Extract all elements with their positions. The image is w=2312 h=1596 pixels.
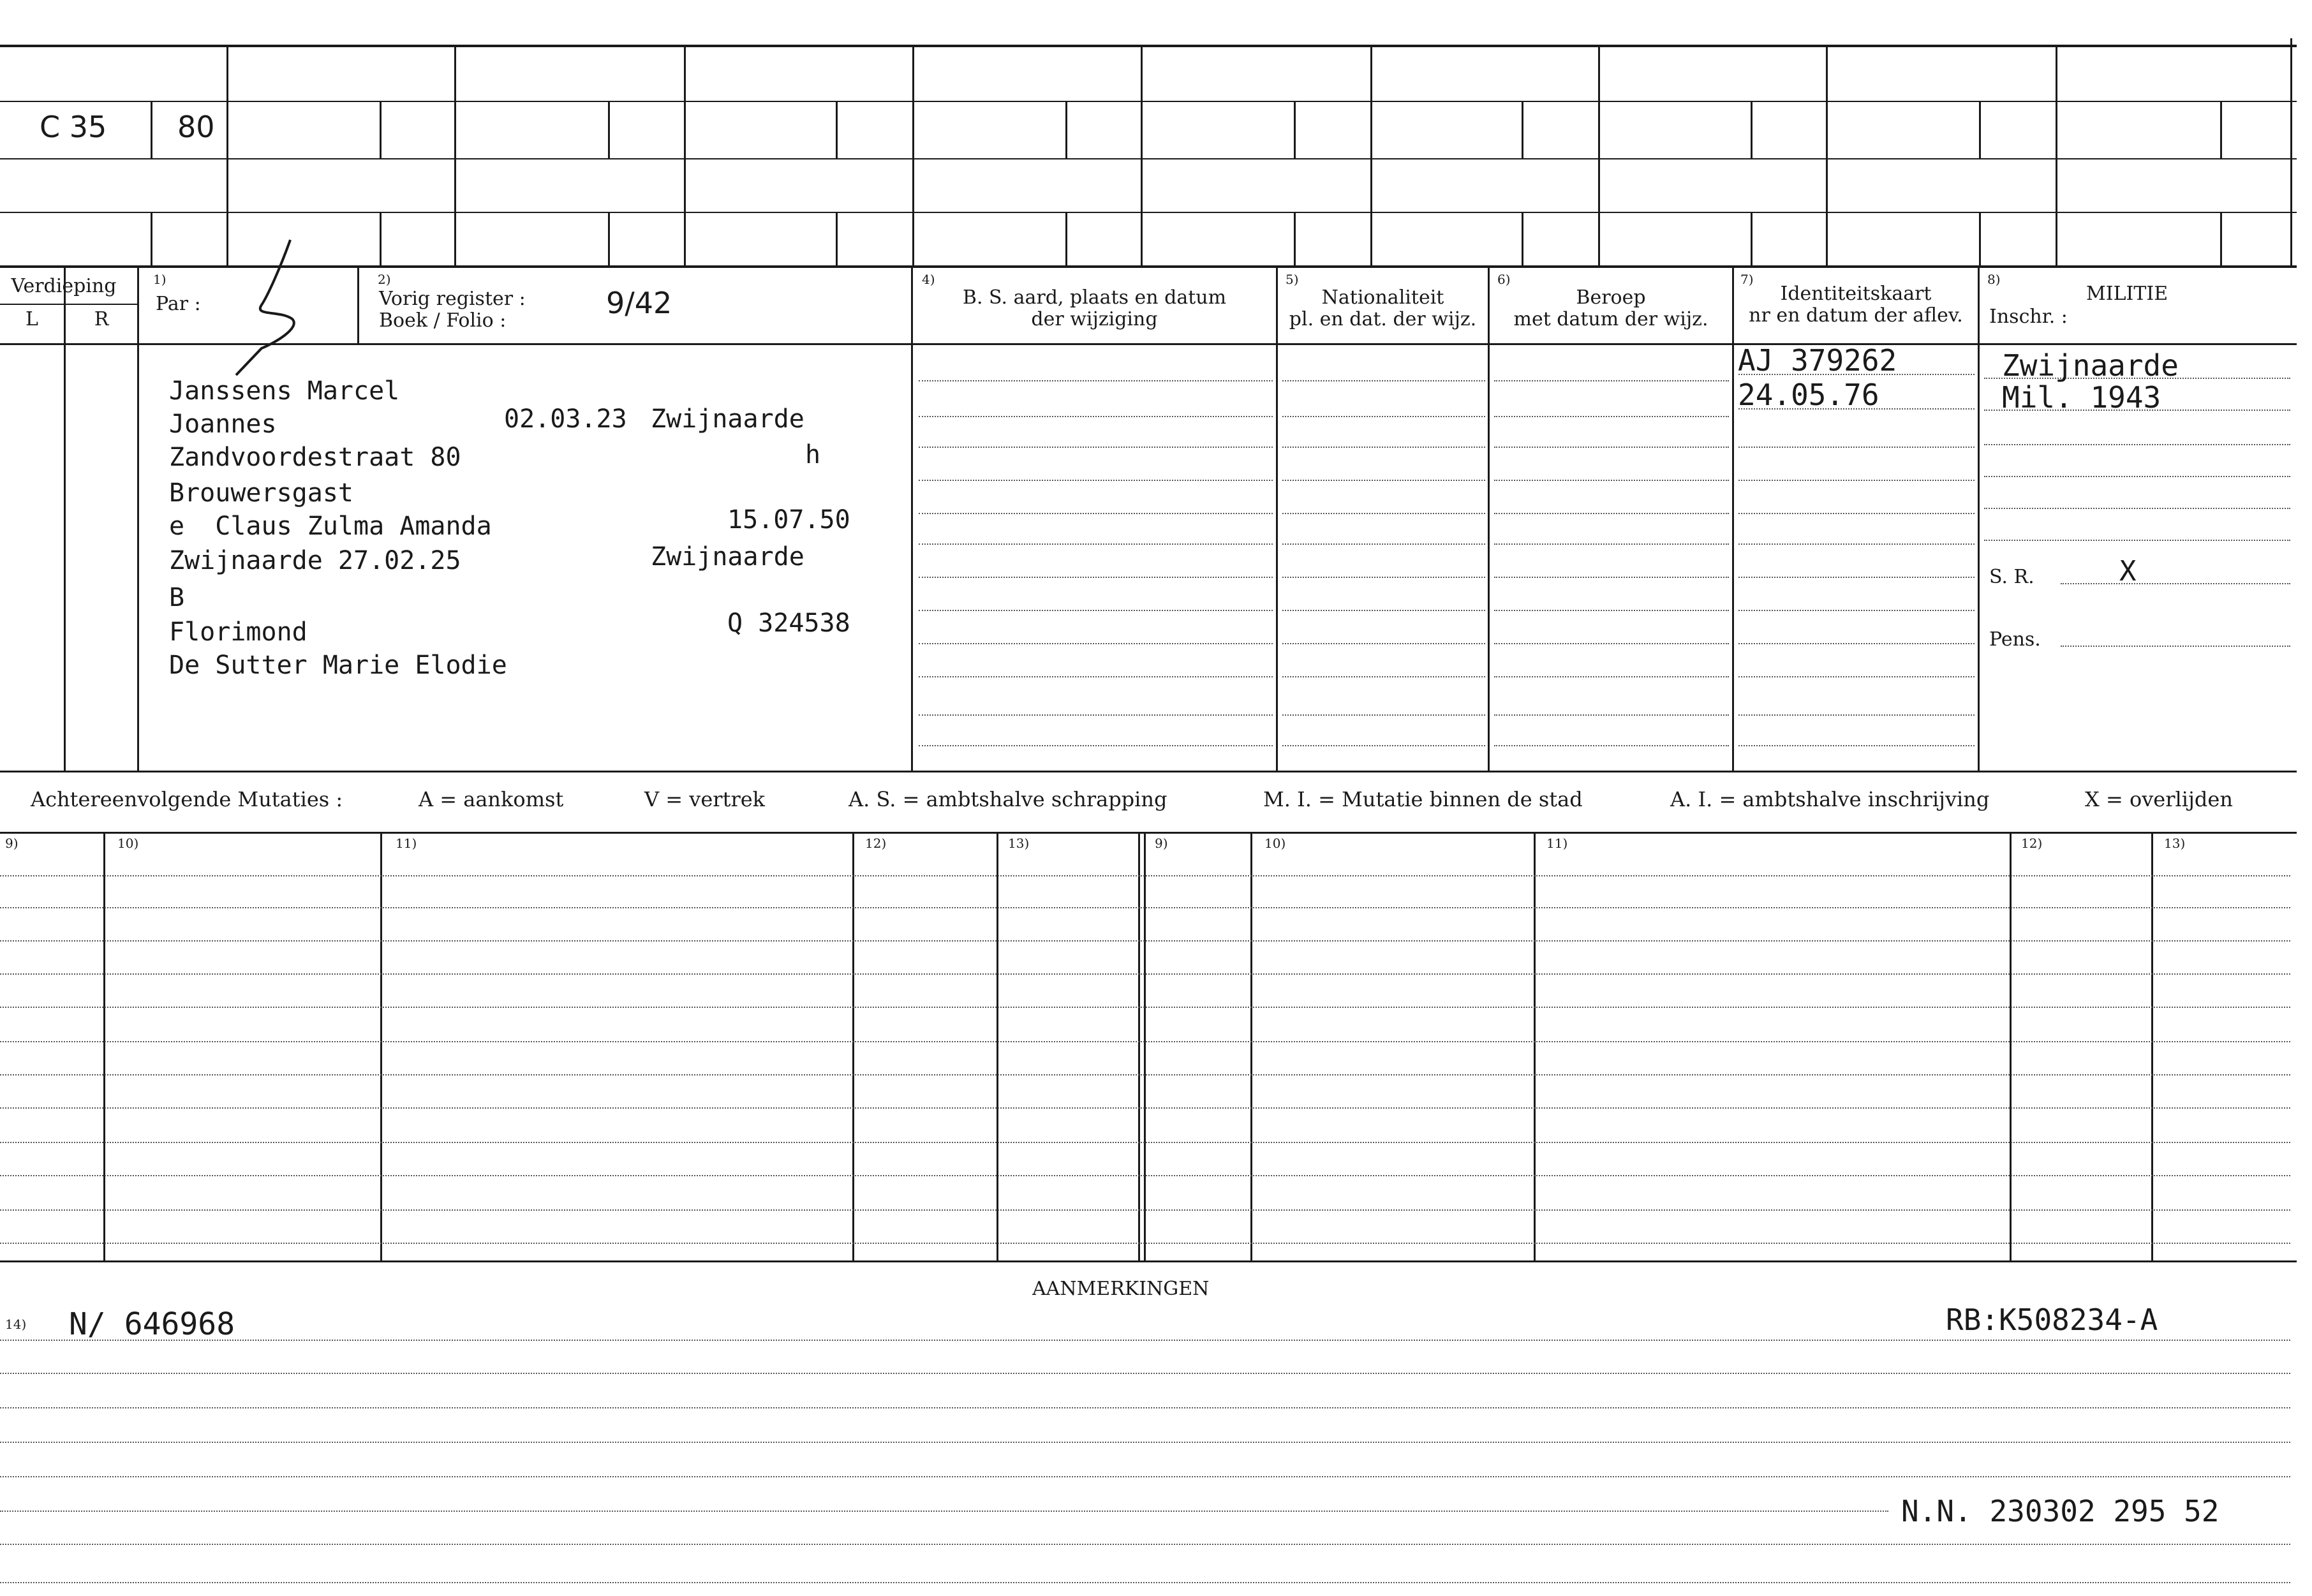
person-birth-date: 02.03.23 xyxy=(504,404,627,434)
person-line: Zandvoordestraat 80 xyxy=(169,443,461,472)
top-code: C 35 xyxy=(40,110,107,144)
col5-title: Nationaliteit xyxy=(1321,286,1444,309)
floor-left-label: L xyxy=(26,308,38,330)
col7-subtitle: nr en datum der aflev. xyxy=(1749,304,1963,327)
militie-label: MILITIE xyxy=(2086,283,2168,305)
legend-item: V = vertrek xyxy=(644,787,766,811)
par-label: Par : xyxy=(156,293,201,315)
inschr-label: Inschr. : xyxy=(1989,306,2068,328)
col4-title: B. S. aard, plaats en datum xyxy=(962,286,1227,309)
boek-folio-value: 9/42 xyxy=(606,286,672,320)
col6-number: 6) xyxy=(1497,272,1511,287)
mutation-col-header: 9) xyxy=(5,836,19,851)
person-line: B xyxy=(169,583,185,612)
person-line: Zwijnaarde 27.02.25 xyxy=(169,546,461,575)
col1-number: 1) xyxy=(153,272,167,287)
col7-title: Identiteitskaart xyxy=(1780,283,1932,305)
militie-place: Zwijnaarde xyxy=(2002,348,2179,383)
mutation-col-header: 13) xyxy=(2164,836,2186,851)
vorig-register-label: Vorig register : xyxy=(379,288,526,310)
sr-value: X xyxy=(2119,555,2137,587)
legend-item: A. I. = ambtshalve inschrijving xyxy=(1670,787,1990,811)
identity-card-date: 24.05.76 xyxy=(1738,378,1879,412)
par-signature xyxy=(217,235,319,394)
mutation-col-header: 12) xyxy=(865,836,887,851)
person-line: Brouwersgast xyxy=(169,478,353,508)
col6-subtitle: met datum der wijz. xyxy=(1513,308,1708,330)
person-birth-place: Zwijnaarde xyxy=(651,404,804,434)
person-marker: h xyxy=(805,440,821,469)
mutation-col-header: 10) xyxy=(117,836,139,851)
col5-number: 5) xyxy=(1286,272,1299,287)
person-reference: Q 324538 xyxy=(727,609,850,638)
mutation-col-header: 11) xyxy=(396,836,417,851)
legend-item: X = overlijden xyxy=(2085,787,2233,811)
verdieping-label: Verdieping xyxy=(11,275,117,297)
militie-year: Mil. 1943 xyxy=(2002,380,2161,415)
col4-number: 4) xyxy=(922,272,935,287)
remarks-number: 14) xyxy=(5,1317,27,1332)
col8-number: 8) xyxy=(1987,272,2001,287)
person-line: Joannes xyxy=(169,410,277,439)
mutation-col-header: 9) xyxy=(1155,836,1168,851)
col5-subtitle: pl. en dat. der wijz. xyxy=(1289,308,1477,330)
floor-right-label: R xyxy=(94,308,109,330)
pens-label: Pens. xyxy=(1989,628,2041,651)
legend-title: Achtereenvolgende Mutaties : xyxy=(31,787,343,811)
remarks-reference: N/ 646968 xyxy=(69,1306,235,1342)
person-marriage-date: 15.07.50 xyxy=(727,505,850,535)
identity-card-number: AJ 379262 xyxy=(1738,343,1897,378)
remarks-rb-number: RB:K508234-A xyxy=(1946,1303,2158,1337)
person-marriage-place: Zwijnaarde xyxy=(651,542,804,572)
mutation-col-header: 12) xyxy=(2021,836,2043,851)
sr-label: S. R. xyxy=(1989,566,2034,588)
mutation-col-header: 11) xyxy=(1546,836,1568,851)
person-line: De Sutter Marie Elodie xyxy=(169,651,507,680)
person-line: e Claus Zulma Amanda xyxy=(169,512,492,541)
legend-item: A. S. = ambtshalve schrapping xyxy=(848,787,1167,811)
person-line: Janssens Marcel xyxy=(169,376,400,406)
mutation-col-header: 10) xyxy=(1264,836,1286,851)
col6-title: Beroep xyxy=(1576,286,1646,309)
mutation-col-header: 13) xyxy=(1008,836,1030,851)
col7-number: 7) xyxy=(1740,272,1754,287)
legend-item: M. I. = Mutatie binnen de stad xyxy=(1263,787,1583,811)
col2-number: 2) xyxy=(378,272,391,287)
legend-item: A = aankomst xyxy=(419,787,564,811)
top-number: 80 xyxy=(177,110,215,144)
col4-subtitle: der wijziging xyxy=(1031,308,1158,330)
boek-folio-label: Boek / Folio : xyxy=(379,309,507,332)
remarks-nn-number: N.N. 230302 295 52 xyxy=(1901,1494,2219,1528)
remarks-title: AANMERKINGEN xyxy=(1032,1278,1210,1300)
person-line: Florimond xyxy=(169,617,308,647)
